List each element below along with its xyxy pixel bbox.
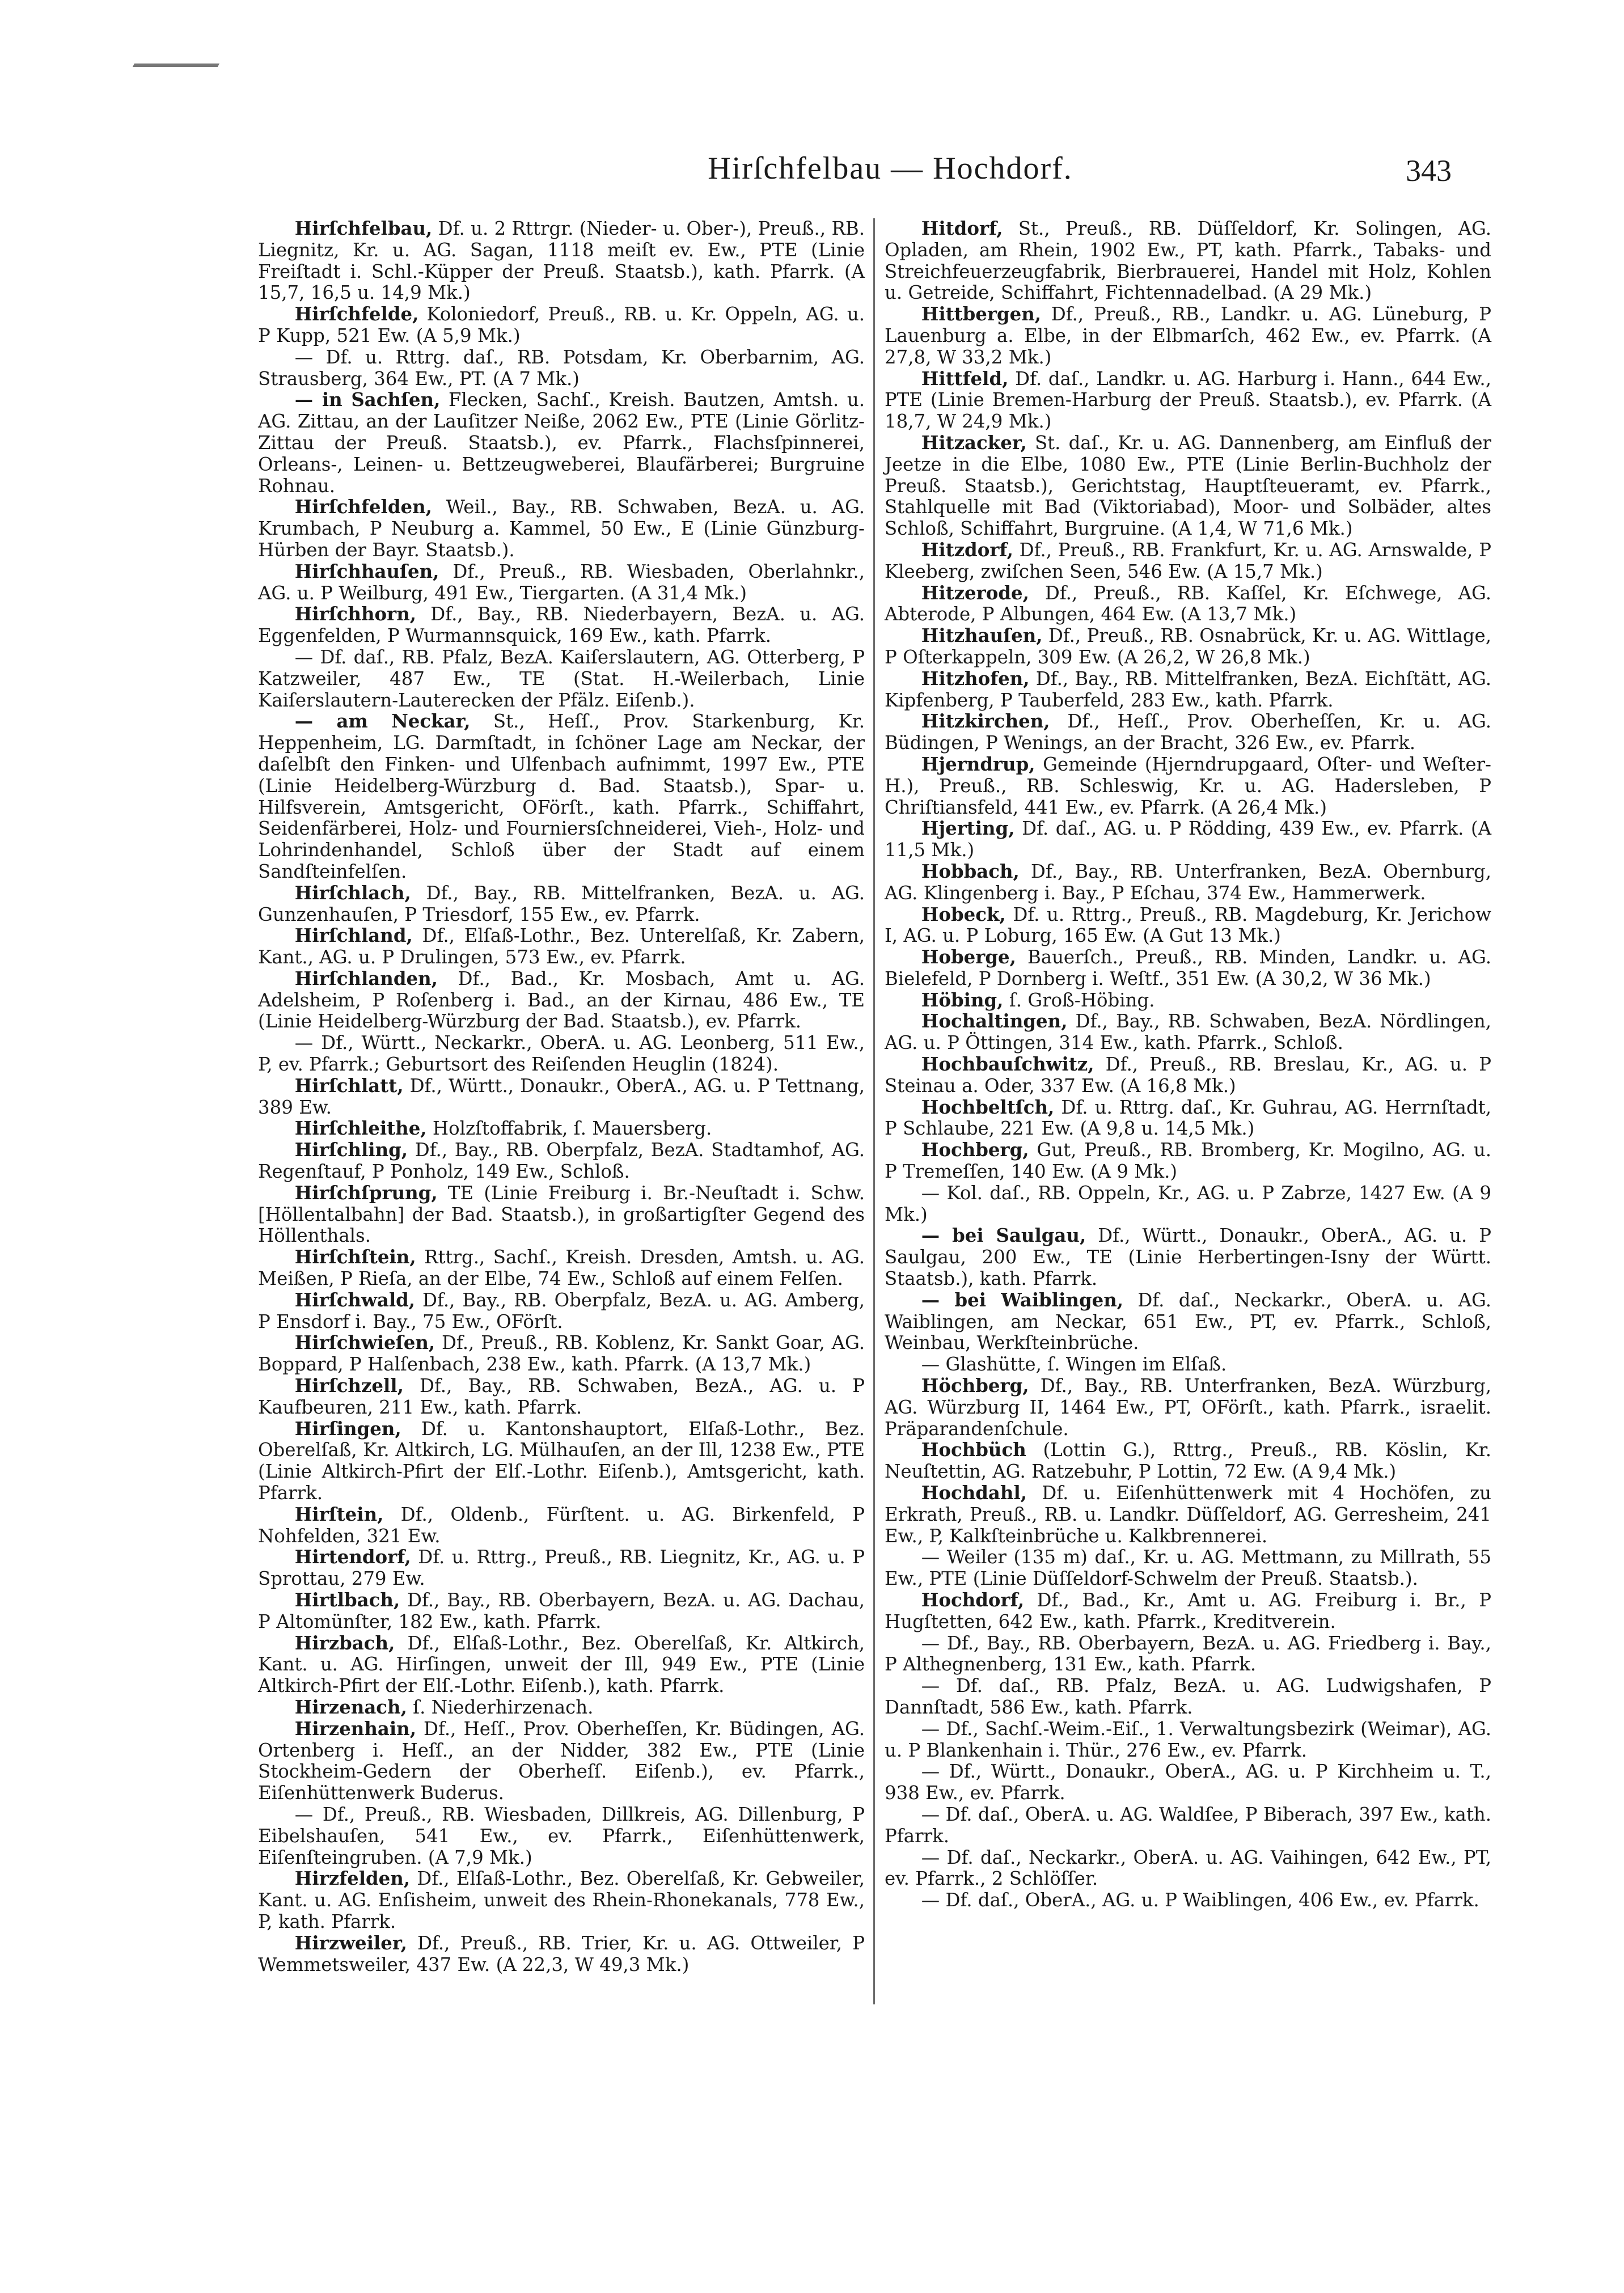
entry-headword: Hochbüch	[921, 1439, 1026, 1461]
gazetteer-entry	[258, 347, 865, 390]
entry-headword: Hirſchfelden,	[294, 496, 432, 518]
page-number: 343	[1406, 154, 1452, 188]
gazetteer-entry	[885, 1440, 1491, 1483]
entry-headword: Hittfeld,	[921, 367, 1009, 390]
gazetteer-entry	[885, 669, 1491, 712]
entry-headword: Hitzdorf,	[921, 539, 1013, 561]
entry-text: Df., Bay., RB. Unterfranken, BezA. Obernburg, AG. Klingenberg i. Bay., P Eſchau, 374 Ew., Hammerwerk.	[885, 860, 1491, 904]
entry-headword: Hirſchlach,	[294, 882, 411, 904]
entry-text: Df., Preuß., RB. Frankfurt, Kr. u. AG. Arnswalde, P Kleeberg, zwiſchen Seen, 546 Ew. (A 15,7 Mk.)	[885, 539, 1491, 582]
entry-headword: Hirſtein,	[294, 1503, 384, 1525]
entry-text: — Df. u. Rttrg. daſ., RB. Potsdam, Kr. Oberbarnim, AG. Strausberg, 364 Ew., PT. (A 7 Mk.)	[258, 346, 865, 390]
entry-text: ſ. Niederhirzenach.	[407, 1696, 594, 1718]
entry-text: Df., Bay., RB. Mittelfranken, BezA. Eichſtätt, AG. Kipfenberg, P Tauberfeld, 283 Ew., kath. Pfarrk.	[885, 667, 1491, 711]
entry-text: Df., Bay., RB. Oberbayern, BezA. u. AG. Dachau, P Altomünſter, 182 Ew., kath. Pfarrk.	[258, 1589, 865, 1632]
entry-text: Df. daſ., Neckarkr., OberA. u. AG. Waiblingen, am Neckar, 651 Ew., PT, ev. Pfarrk., Schloß, Weinbau, Werkſteinbrüche.	[885, 1289, 1491, 1354]
entry-text: Flecken, Sachſ., Kreish. Bautzen, Amtsh. u. AG. Zittau, an der Lauſitzer Neiße, 2062 Ew., PTE (Linie Görlitz-Zittau der Preuß. Staatsb.), ev. Pfarrk., Flachsſpinnerei, Orleans-, Leinen- u. Bettzeugweberei, Blaufärberei; Burgruine Rohnau.	[258, 389, 865, 497]
entry-text: Df. daſ., AG. u. P Rödding, 439 Ew., ev. Pfarrk. (A 11,5 Mk.)	[885, 818, 1491, 861]
entry-headword: — bei Saulgau,	[921, 1225, 1086, 1247]
gazetteer-entry	[885, 754, 1491, 818]
gazetteer-entry	[258, 304, 865, 347]
entry-headword: Hirſchſtein,	[294, 1246, 416, 1268]
entry-text: — Df. daſ., Neckarkr., OberA. u. AG. Vaihingen, 642 Ew., PT, ev. Pfarrk., 2 Schlöſſer.	[885, 1846, 1491, 1890]
gazetteer-entry	[258, 218, 865, 304]
entry-text: Df. u. 2 Rttrgr. (Nieder- u. Ober-), Preuß., RB. Liegnitz, Kr. u. AG. Sagan, 1118 meiſt ev. Ew., PTE (Linie Freiſtadt i. Schl.-Küpper der Preuß. Staatsb.), kath. Pfarrk. (A 15,7, 16,5 u. 14,9 Mk.)	[258, 218, 865, 304]
entry-text: (Lottin G.), Rttrg., Preuß., RB. Köslin, Kr. Neuſtettin, AG. Ratzebuhr, P Lottin, 72 Ew. (A 9,4 Mk.)	[885, 1439, 1491, 1483]
entry-headword: Hirſchzell,	[294, 1375, 404, 1397]
gazetteer-entry	[885, 304, 1491, 368]
entry-text: Df., Elſaß-Lothr., Bez. Unterelſaß, Kr. Zabern, Kant., AG. u. P Drulingen, 573 Ew., ev. Pfarrk.	[258, 925, 865, 968]
entry-headword: Hirſchhorn,	[294, 603, 417, 625]
running-head: Hirſchfelbau — Hochdorf.	[708, 151, 1073, 186]
entry-text: Holzſtoffabrik, ſ. Mauersberg.	[426, 1118, 712, 1140]
entry-text: Df., Preuß., RB. Breslau, Kr., AG. u. P Steinau a. Oder, 337 Ew. (A 16,8 Mk.)	[885, 1054, 1491, 1097]
entry-text: ſ. Groß-Höbing.	[1003, 989, 1155, 1011]
entry-headword: — in Sachſen,	[294, 389, 441, 411]
entry-text: Df., Preuß., RB. Kaſſel, Kr. Eſchwege, AG. Abterode, P Albungen, 464 Ew. (A 13,7 Mk.)	[885, 582, 1491, 625]
gazetteer-entry	[885, 861, 1491, 904]
entry-headword: Hirſchwald,	[294, 1289, 416, 1311]
gazetteer-entry	[258, 1290, 865, 1333]
gazetteer-entry	[885, 711, 1491, 754]
entry-headword: Hirſingen,	[294, 1418, 401, 1440]
gazetteer-entry	[885, 1590, 1491, 1633]
entry-text: Df., Elſaß-Lothr., Bez. Oberelſaß, Kr. Altkirch, Kant. u. AG. Hirſingen, unweit der Ill, 949 Ew., PTE (Linie Altkirch-Pfirt der Elſ.-Lothr. Eiſenb.), kath. Pfarrk.	[258, 1632, 865, 1697]
right-column	[885, 218, 1491, 1911]
gazetteer-entry	[258, 1719, 865, 1804]
gazetteer-entry	[258, 711, 865, 882]
gazetteer-entry	[885, 1140, 1491, 1183]
entry-text: Df., Bay., RB. Schwaben, BezA., AG. u. P Kaufbeuren, 211 Ew., kath. Pfarrk.	[258, 1375, 865, 1418]
entry-headword: Hirſchhauſen,	[294, 560, 439, 582]
gazetteer-entry	[258, 1697, 865, 1719]
entry-headword: Hirzenach,	[294, 1696, 407, 1718]
gazetteer-entry	[258, 1419, 865, 1504]
entry-text: Df., Preuß., RB. Wiesbaden, Oberlahnkr., AG. u. P Weilburg, 491 Ew., Tiergarten. (A 31,4 Mk.)	[258, 560, 865, 604]
entry-text: Df., Bad., Kr. Mosbach, Amt u. AG. Adelsheim, P Roſenberg i. Bad., an der Kirnau, 486 Ew., TE (Linie Heidelberg-Würzburg der Bad. Staatsb.), ev. Pfarrk.	[258, 967, 865, 1033]
entry-headword: Hoberge,	[921, 946, 1016, 968]
entry-headword: Hittbergen,	[921, 303, 1042, 325]
entry-headword: — am Neckar,	[294, 710, 471, 733]
gazetteer-entry	[885, 1376, 1491, 1440]
entry-headword: Hirzenhain,	[294, 1717, 416, 1740]
entry-headword: Hochdahl,	[921, 1482, 1027, 1504]
entry-headword: Hochbauſchwitz,	[921, 1054, 1094, 1076]
gazetteer-entry	[258, 1140, 865, 1183]
entry-text: — Df. daſ., RB. Pfalz, BezA. u. AG. Ludwigshafen, P Dannſtadt, 586 Ew., kath. Pfarrk.	[885, 1675, 1491, 1718]
entry-text: Df., Bay., RB. Oberpfalz, BezA. u. AG. Amberg, P Ensdorf i. Bay., 75 Ew., OFörſt.	[258, 1289, 865, 1332]
gazetteer-entry	[885, 947, 1491, 990]
entry-text: Df., Heſſ., Prov. Oberheſſen, Kr. Büdingen, AG. Ortenberg i. Heſſ., an der Nidder, 382 Ew., PTE (Linie Stockheim-Gedern der Oberheſſ. Eiſenb.), ev. Pfarrk., Eiſenhüttenwerk Buderus.	[258, 1717, 865, 1804]
entry-text: — Df., Württ., Neckarkr., OberA. u. AG. Leonberg, 511 Ew., P, ev. Pfarrk.; Geburtsort des Reiſenden Heuglin (1824).	[258, 1032, 865, 1076]
entry-text: Df., Preuß., RB. Koblenz, Kr. Sankt Goar, AG. Boppard, P Halſenbach, 238 Ew., kath. Pfarrk. (A 13,7 Mk.)	[258, 1332, 865, 1376]
entry-headword: Hochbeltſch,	[921, 1096, 1055, 1118]
gazetteer-entry	[258, 604, 865, 647]
entry-text: St., Preuß., RB. Düſſeldorf, Kr. Solingen, AG. Opladen, am Rhein, 1902 Ew., PT, kath. Pfarrk., Tabaks- und Streichfeuerzeugfabrik, Bierbrauerei, Handel mit Holz, Kohlen u. Getreide, Schiffahrt, Fichtennadelbad. (A 29 Mk.)	[885, 218, 1491, 304]
entry-text: — Df., Preuß., RB. Wiesbaden, Dillkreis, AG. Dillenburg, P Eibelshauſen, 541 Ew., ev. Pfarrk., Eiſenhüttenwerk, Eiſenſteingruben. (A 7,9 Mk.)	[258, 1803, 865, 1868]
entry-text: Df., Bay., RB. Mittelfranken, BezA. u. AG. Gunzenhauſen, P Triesdorf, 155 Ew., ev. Pfarrk.	[258, 882, 865, 925]
entry-text: — Df. daſ., RB. Pfalz, BezA. Kaiſerslautern, AG. Otterberg, P Katzweiler, 487 Ew., TE (Stat. H.-Weilerbach, Linie Kaiſerslautern-Lauterecken der Pfälz. Eiſenb.).	[258, 646, 865, 711]
entry-text: — Kol. daſ., RB. Oppeln, Kr., AG. u. P Zabrze, 1427 Ew. (A 9 Mk.)	[885, 1182, 1491, 1225]
gazetteer-entry	[885, 1183, 1491, 1226]
gazetteer-entry	[258, 647, 865, 711]
gazetteer-entry	[885, 583, 1491, 626]
entry-text: Df., Preuß., RB. Trier, Kr. u. AG. Ottweiler, P Wemmetsweiler, 437 Ew. (A 22,3, W 49,3 Mk.)	[258, 1932, 865, 1975]
entry-headword: Hirſchſprung,	[294, 1182, 438, 1204]
gazetteer-entry	[258, 1247, 865, 1290]
entry-headword: Hitdorf,	[921, 218, 1003, 239]
entry-text: Df. u. Rttrg., Preuß., RB. Liegnitz, Kr., AG. u. P Sprottau, 279 Ew.	[258, 1546, 865, 1590]
entry-text: Gut, Preuß., RB. Bromberg, Kr. Mogilno, AG. u. P Tremeſſen, 140 Ew. (A 9 Mk.)	[885, 1139, 1491, 1183]
gazetteer-entry	[258, 1547, 865, 1590]
gazetteer-entry	[258, 1590, 865, 1633]
entry-text: Df. u. Rttrg., Preuß., RB. Magdeburg, Kr. Jerichow I, AG. u. P Loburg, 165 Ew. (A Gut 13 Mk.)	[885, 903, 1491, 947]
gazetteer-entry	[885, 1054, 1491, 1097]
gazetteer-entry	[258, 883, 865, 926]
entry-text: TE (Linie Freiburg i. Br.-Neuſtadt i. Schw. [Höllentalbahn] der Bad. Staatsb.), in großartigſter Gegend des Höllenthals.	[258, 1182, 865, 1247]
entry-text: Rttrg., Sachſ., Kreish. Dresden, Amtsh. u. AG. Meißen, P Rieſa, an der Elbe, 74 Ew., Schloß auf einem Felſen.	[258, 1246, 865, 1290]
entry-headword: Hirtendorf,	[294, 1546, 411, 1568]
entry-text: Df., Bay., RB. Schwaben, BezA. Nördlingen, AG. u. P Öttingen, 314 Ew., kath. Pfarrk., Schloß.	[885, 1010, 1491, 1054]
gazetteer-entry	[885, 1547, 1491, 1590]
gazetteer-entry	[885, 1633, 1491, 1676]
gazetteer-entry	[258, 1504, 865, 1547]
gazetteer-entry	[258, 968, 865, 1033]
left-column	[258, 218, 865, 1975]
gazetteer-entry	[885, 540, 1491, 583]
entry-headword: Hitzerode,	[921, 582, 1029, 604]
gazetteer-entry	[258, 1933, 865, 1976]
entry-headword: Hitzhauſen,	[921, 625, 1043, 647]
gazetteer-entry	[258, 1183, 865, 1247]
entry-text: — Df. daſ., OberA. u. AG. Waldſee, P Biberach, 397 Ew., kath. Pfarrk.	[885, 1803, 1491, 1847]
gazetteer-entry	[258, 1033, 865, 1076]
gazetteer-entry	[258, 497, 865, 561]
gazetteer-entry	[885, 369, 1491, 433]
scan-edge-mark	[124, 64, 219, 83]
entry-headword: Hirzfelden,	[294, 1868, 411, 1890]
entry-text: St., Heſſ., Prov. Starkenburg, Kr. Heppenheim, LG. Darmſtadt, in ſchöner Lage am Neckar, der daſelbſt den Finken- und Ulfenbach aufnimmt, 1997 Ew., PTE (Linie Heidelberg-Würzburg d. Bad. Staatsb.), Spar- u. Hilfsverein, Amtsgericht, OFörſt., kath. Pfarrk., Schiffahrt, Seidenfärberei, Holz- und Fourniersſchneiderei, Vieh-, Holz- und Lohrindenhandel, Schloß über der Stadt auf einem Sandſteinfelſen.	[258, 710, 865, 882]
entry-headword: Hitzacker,	[921, 431, 1027, 454]
entry-headword: — bei Waiblingen,	[921, 1289, 1124, 1311]
entry-text: — Glashütte, ſ. Wingen im Elſaß.	[921, 1353, 1227, 1376]
gazetteer-entry	[885, 218, 1491, 304]
gazetteer-entry	[885, 1354, 1491, 1376]
entry-text: Df. u. Eiſenhüttenwerk mit 4 Hochöfen, zu Erkrath, Preuß., RB. u. Landkr. Düſſeldorf, AG. Gerresheim, 241 Ew., P, Kalkſteinbrüche u. Kalkbrennerei.	[885, 1482, 1491, 1547]
entry-text: St. daſ., Kr. u. AG. Dannenberg, am Einfluß der Jeetze in die Elbe, 1080 Ew., PTE (Linie Berlin-Buchholz der Preuß. Staatsb.), Gerichtstag, Hauptſteueramt, ev. Pfarrk., Stahlquelle mit Bad (Viktoriabad), Moor- und Solbäder, altes Schloß, Schiffahrt, Burgruine. (A 1,4, W 71,6 Mk.)	[885, 431, 1491, 540]
gazetteer-entry	[258, 390, 865, 497]
entry-headword: Hochdorf,	[921, 1589, 1025, 1611]
entry-headword: Hobeck,	[921, 903, 1006, 925]
gazetteer-entry	[258, 561, 865, 604]
entry-text: — Df., Württ., Donaukr., OberA., AG. u. P Kirchheim u. T., 938 Ew., ev. Pfarrk.	[885, 1761, 1491, 1804]
entry-text: Df., Preuß., RB., Landkr. u. AG. Lüneburg, P Lauenburg a. Elbe, in der Elbmarſch, 462 Ew., ev. Pfarrk. (A 27,8, W 33,2 Mk.)	[885, 303, 1491, 368]
entry-headword: Hobbach,	[921, 860, 1020, 882]
entry-text: Df., Bad., Kr., Amt u. AG. Freiburg i. Br., P Hugſtetten, 642 Ew., kath. Pfarrk., Kreditverein.	[885, 1589, 1491, 1632]
entry-headword: Hirzweiler,	[294, 1932, 407, 1954]
entry-headword: Hirtlbach,	[294, 1589, 400, 1611]
entry-headword: Hirſchleithe,	[294, 1118, 427, 1140]
gazetteer-entry	[885, 625, 1491, 669]
gazetteer-entry	[258, 1076, 865, 1119]
entry-text: Df., Bay., RB. Oberpfalz, BezA. Stadtamhof, AG. Regenſtauf, P Ponholz, 149 Ew., Schloß.	[258, 1139, 865, 1183]
gazetteer-entry	[258, 1376, 865, 1419]
entry-text: Gemeinde (Hjerndrupgaard, Oſter- und Weſter-H.), Preuß., RB. Schleswig, Kr. u. AG. Hadersleben, P Chriſtiansfeld, 441 Ew., ev. Pfarrk. (A 26,4 Mk.)	[885, 753, 1491, 818]
gazetteer-entry	[885, 1719, 1491, 1762]
gazetteer-entry	[885, 1097, 1491, 1140]
entry-headword: Hirſchwieſen,	[294, 1332, 435, 1354]
entry-text: Df. daſ., Landkr. u. AG. Harburg i. Hann., 644 Ew., PTE (Linie Bremen-Harburg der Preuß. Staatsb.), ev. Pfarrk. (A 18,7, W 24,9 Mk.)	[885, 367, 1491, 433]
entry-headword: Hitzkirchen,	[921, 710, 1050, 733]
gazetteer-entry	[258, 925, 865, 968]
gazetteer-entry	[885, 1761, 1491, 1804]
gazetteer-entry	[885, 904, 1491, 947]
gazetteer-entry	[885, 818, 1491, 861]
entry-text: Df., Preuß., RB. Osnabrück, Kr. u. AG. Wittlage, P Oſterkappeln, 309 Ew. (A 26,2, W 26,8 Mk.)	[885, 625, 1491, 668]
entry-headword: Hirſchfelbau,	[294, 218, 433, 239]
entry-text: — Df., Bay., RB. Oberbayern, BezA. u. AG. Friedberg i. Bay., P Althegnenberg, 131 Ew., kath. Pfarrk.	[885, 1632, 1491, 1676]
entry-text: Df., Württ., Donaukr., OberA., AG. u. P Tettnang, 389 Ew.	[258, 1074, 865, 1118]
entry-headword: Hirſchfelde,	[294, 303, 419, 325]
entry-text: — Df., Sachſ.-Weim.-Eiſ., 1. Verwaltungsbezirk (Weimar), AG. u. P Blankenhain i. Thür., 276 Ew., ev. Pfarrk.	[885, 1717, 1491, 1761]
entry-headword: Hirſchling,	[294, 1139, 408, 1161]
entry-text: Df., Württ., Donaukr., OberA., AG. u. P Saulgau, 200 Ew., TE (Linie Herbertingen-Isny der Württ. Staatsb.), kath. Pfarrk.	[885, 1225, 1491, 1290]
entry-text: Df., Heſſ., Prov. Oberheſſen, Kr. u. AG. Büdingen, P Wenings, an der Bracht, 326 Ew., ev. Pfarrk.	[885, 710, 1491, 754]
entry-headword: Hirzbach,	[294, 1632, 395, 1654]
entry-headword: Hjerting,	[921, 818, 1015, 840]
gazetteer-entry	[885, 433, 1491, 540]
entry-text: — Weiler (135 m) daſ., Kr. u. AG. Mettmann, zu Millrath, 55 Ew., PTE (Linie Düſſeldorf-Schwelm der Preuß. Staatsb.).	[885, 1546, 1491, 1590]
gazetteer-entry	[885, 1676, 1491, 1719]
gazetteer-entry	[885, 1804, 1491, 1847]
entry-headword: Höchberg,	[921, 1375, 1029, 1397]
entry-headword: Hitzhofen,	[921, 667, 1030, 689]
gazetteer-entry	[258, 1868, 865, 1932]
gazetteer-entry	[258, 1633, 865, 1697]
entry-headword: Hjerndrup,	[921, 753, 1035, 775]
entry-headword: Hirſchlatt,	[294, 1074, 404, 1097]
entry-headword: Hirſchlanden,	[294, 967, 438, 989]
gazetteer-entry	[258, 1118, 865, 1140]
gazetteer-entry	[885, 1483, 1491, 1547]
entry-text: Weil., Bay., RB. Schwaben, BezA. u. AG. Krumbach, P Neuburg a. Kammel, 50 Ew., E (Linie Günzburg-Hürben der Bayr. Staatsb.).	[258, 496, 865, 561]
entry-text: Df., Bay., RB. Unterfranken, BezA. Würzburg, AG. Würzburg II, 1464 Ew., PT, OFörſt., kath. Pfarrk., israelit. Präparandenſchule.	[885, 1375, 1491, 1440]
entry-text: Df. u. Kantonshauptort, Elſaß-Lothr., Bez. Oberelſaß, Kr. Altkirch, LG. Mülhauſen, an der Ill, 1238 Ew., PTE (Linie Altkirch-Pfirt der Elſ.-Lothr. Eiſenb.), Amtsgericht, kath. Pfarrk.	[258, 1418, 865, 1504]
entry-headword: Hirſchland,	[294, 925, 413, 947]
gazetteer-entry	[258, 1804, 865, 1868]
gazetteer-entry	[885, 1290, 1491, 1354]
entry-text: Df., Elſaß-Lothr., Bez. Oberelſaß, Kr. Gebweiler, Kant. u. AG. Enſisheim, unweit des Rhein-Rhonekanals, 778 Ew., P, kath. Pfarrk.	[258, 1868, 865, 1932]
entry-text: Df., Bay., RB. Niederbayern, BezA. u. AG. Eggenfelden, P Wurmannsquick, 169 Ew., kath. Pfarrk.	[258, 603, 865, 647]
gazetteer-entry	[885, 990, 1491, 1012]
entry-headword: Höbing,	[921, 989, 1004, 1011]
entry-headword: Hochberg,	[921, 1139, 1029, 1161]
gazetteer-entry	[885, 1890, 1491, 1911]
column-divider	[873, 218, 875, 2004]
entry-headword: Hochaltingen,	[921, 1010, 1068, 1033]
gazetteer-entry	[885, 1011, 1491, 1054]
entry-text: Bauerſch., Preuß., RB. Minden, Landkr. u. AG. Bielefeld, P Dornberg i. Weſtf., 351 Ew. (A 30,2, W 36 Mk.)	[885, 946, 1491, 989]
entry-text: Df. u. Rttrg. daſ., Kr. Guhrau, AG. Herrnſtadt, P Schlaube, 221 Ew. (A 9,8 u. 14,5 Mk.)	[885, 1096, 1491, 1140]
gazetteer-entry	[885, 1225, 1491, 1289]
entry-text: Koloniedorf, Preuß., RB. u. Kr. Oppeln, AG. u. P Kupp, 521 Ew. (A 5,9 Mk.)	[258, 303, 865, 346]
entry-text: Df., Oldenb., Fürſtent. u. AG. Birkenfeld, P Nohfelden, 321 Ew.	[258, 1503, 865, 1547]
gazetteer-entry	[885, 1847, 1491, 1890]
entry-text: — Df. daſ., OberA., AG. u. P Waiblingen, 406 Ew., ev. Pfarrk.	[921, 1889, 1479, 1911]
gazetteer-entry	[258, 1332, 865, 1376]
